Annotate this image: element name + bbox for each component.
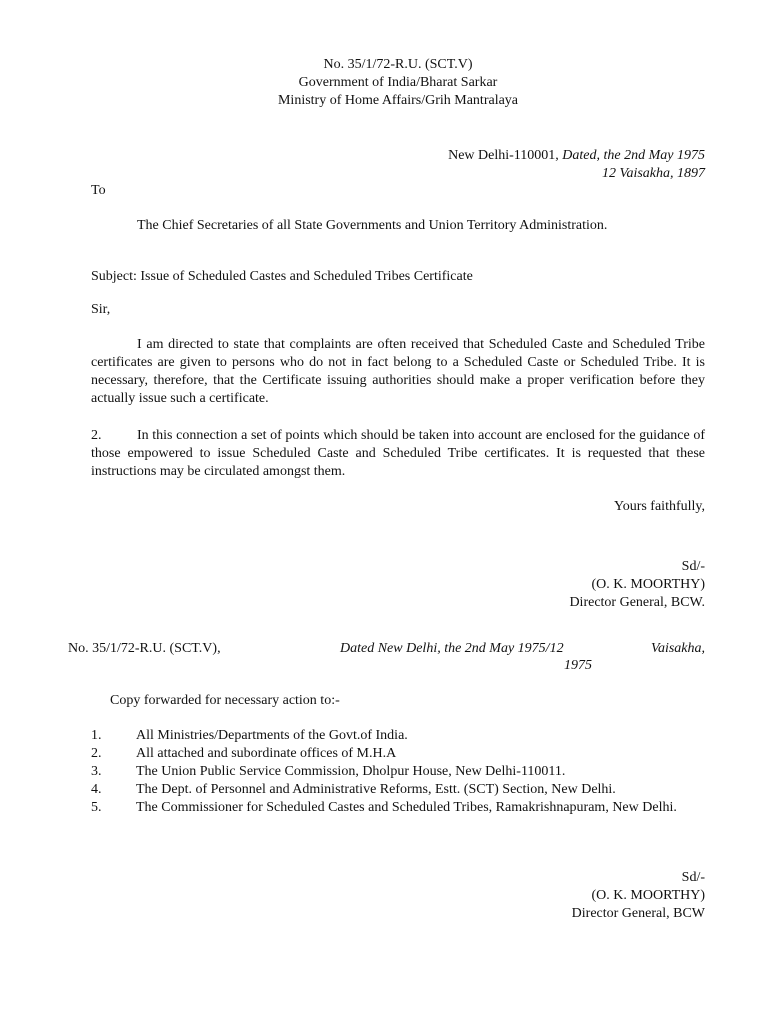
list-text: The Union Public Service Commission, Dholpur House, New Delhi-110011. [136,764,566,779]
reference-number: No. 35/1/72-R.U. (SCT.V) [323,57,473,72]
list-number: 5. [91,800,102,815]
list-text: The Commissioner for Scheduled Castes and Scheduled Tribes, Ramakrishnapuram, New Delhi. [136,800,677,815]
list-number: 4. [91,782,102,797]
list-number: 1. [91,728,102,743]
subject-line: Subject: Issue of Scheduled Castes and Scheduled Tribes Certificate [91,269,473,284]
paragraph-1-text: I am directed to state that complaints are often received that Scheduled Caste and Scheduled Tribe certificates are given to persons who do not in fact belong to a Scheduled Caste or Scheduled Tribe. It is necessary, therefore, that the Certificate issuing authorities should make a proper verification before they actually issue such a certificate. [91,337,705,406]
signatory-2-name: (O. K. MOORTHY) [591,888,705,903]
list-text: All attached and subordinate offices of M.H.A [136,746,397,761]
government-name: Government of India/Bharat Sarkar [298,75,498,90]
paragraph-2-number: 2. [91,428,102,443]
list-number: 3. [91,764,102,779]
endorsement-ref-number: No. 35/1/72-R.U. (SCT.V), [68,641,221,656]
copy-forwarded-heading: Copy forwarded for necessary action to:- [110,693,340,708]
list-text: The Dept. of Personnel and Administrative Reforms, Estt. (SCT) Section, New Delhi. [136,782,616,797]
closing: Yours faithfully, [613,499,705,514]
signature-sd: Sd/- [681,559,705,574]
to-label: To [91,183,106,198]
paragraph-2-text: In this connection a set of points which should be taken into account are enclosed for the guidance of those empowered to issue Scheduled Caste and Scheduled Tribe certificates. It is requested that these instructions may be circulated amongst them. [91,428,705,479]
list-number: 2. [91,746,102,761]
endorsement-date: Dated New Delhi, the 2nd May 1975/12 [340,641,564,656]
paragraph-2 [91,427,705,481]
signatory-2-designation: Director General, BCW [571,906,705,921]
saka-date: 12 Vaisakha, 1897 [601,166,705,181]
ministry-name: Ministry of Home Affairs/Grih Mantralaya [277,93,519,108]
dateline-date: Dated, the 2nd May 1975 [562,148,705,163]
salutation: Sir, [91,302,111,317]
paragraph-1 [91,336,705,408]
recipient: The Chief Secretaries of all State Governments and Union Territory Administration. [137,218,608,233]
list-text: All Ministries/Departments of the Govt.of India. [136,728,408,743]
dateline-place: New Delhi-110001, [448,148,563,163]
endorsement-vaisakha: Vaisakha, [650,641,705,656]
signatory-designation: Director General, BCW. [569,595,705,610]
signature-2-sd: Sd/- [681,870,705,885]
dateline [448,147,705,165]
endorsement-year: 1975 [564,658,592,673]
signatory-name: (O. K. MOORTHY) [591,577,705,592]
